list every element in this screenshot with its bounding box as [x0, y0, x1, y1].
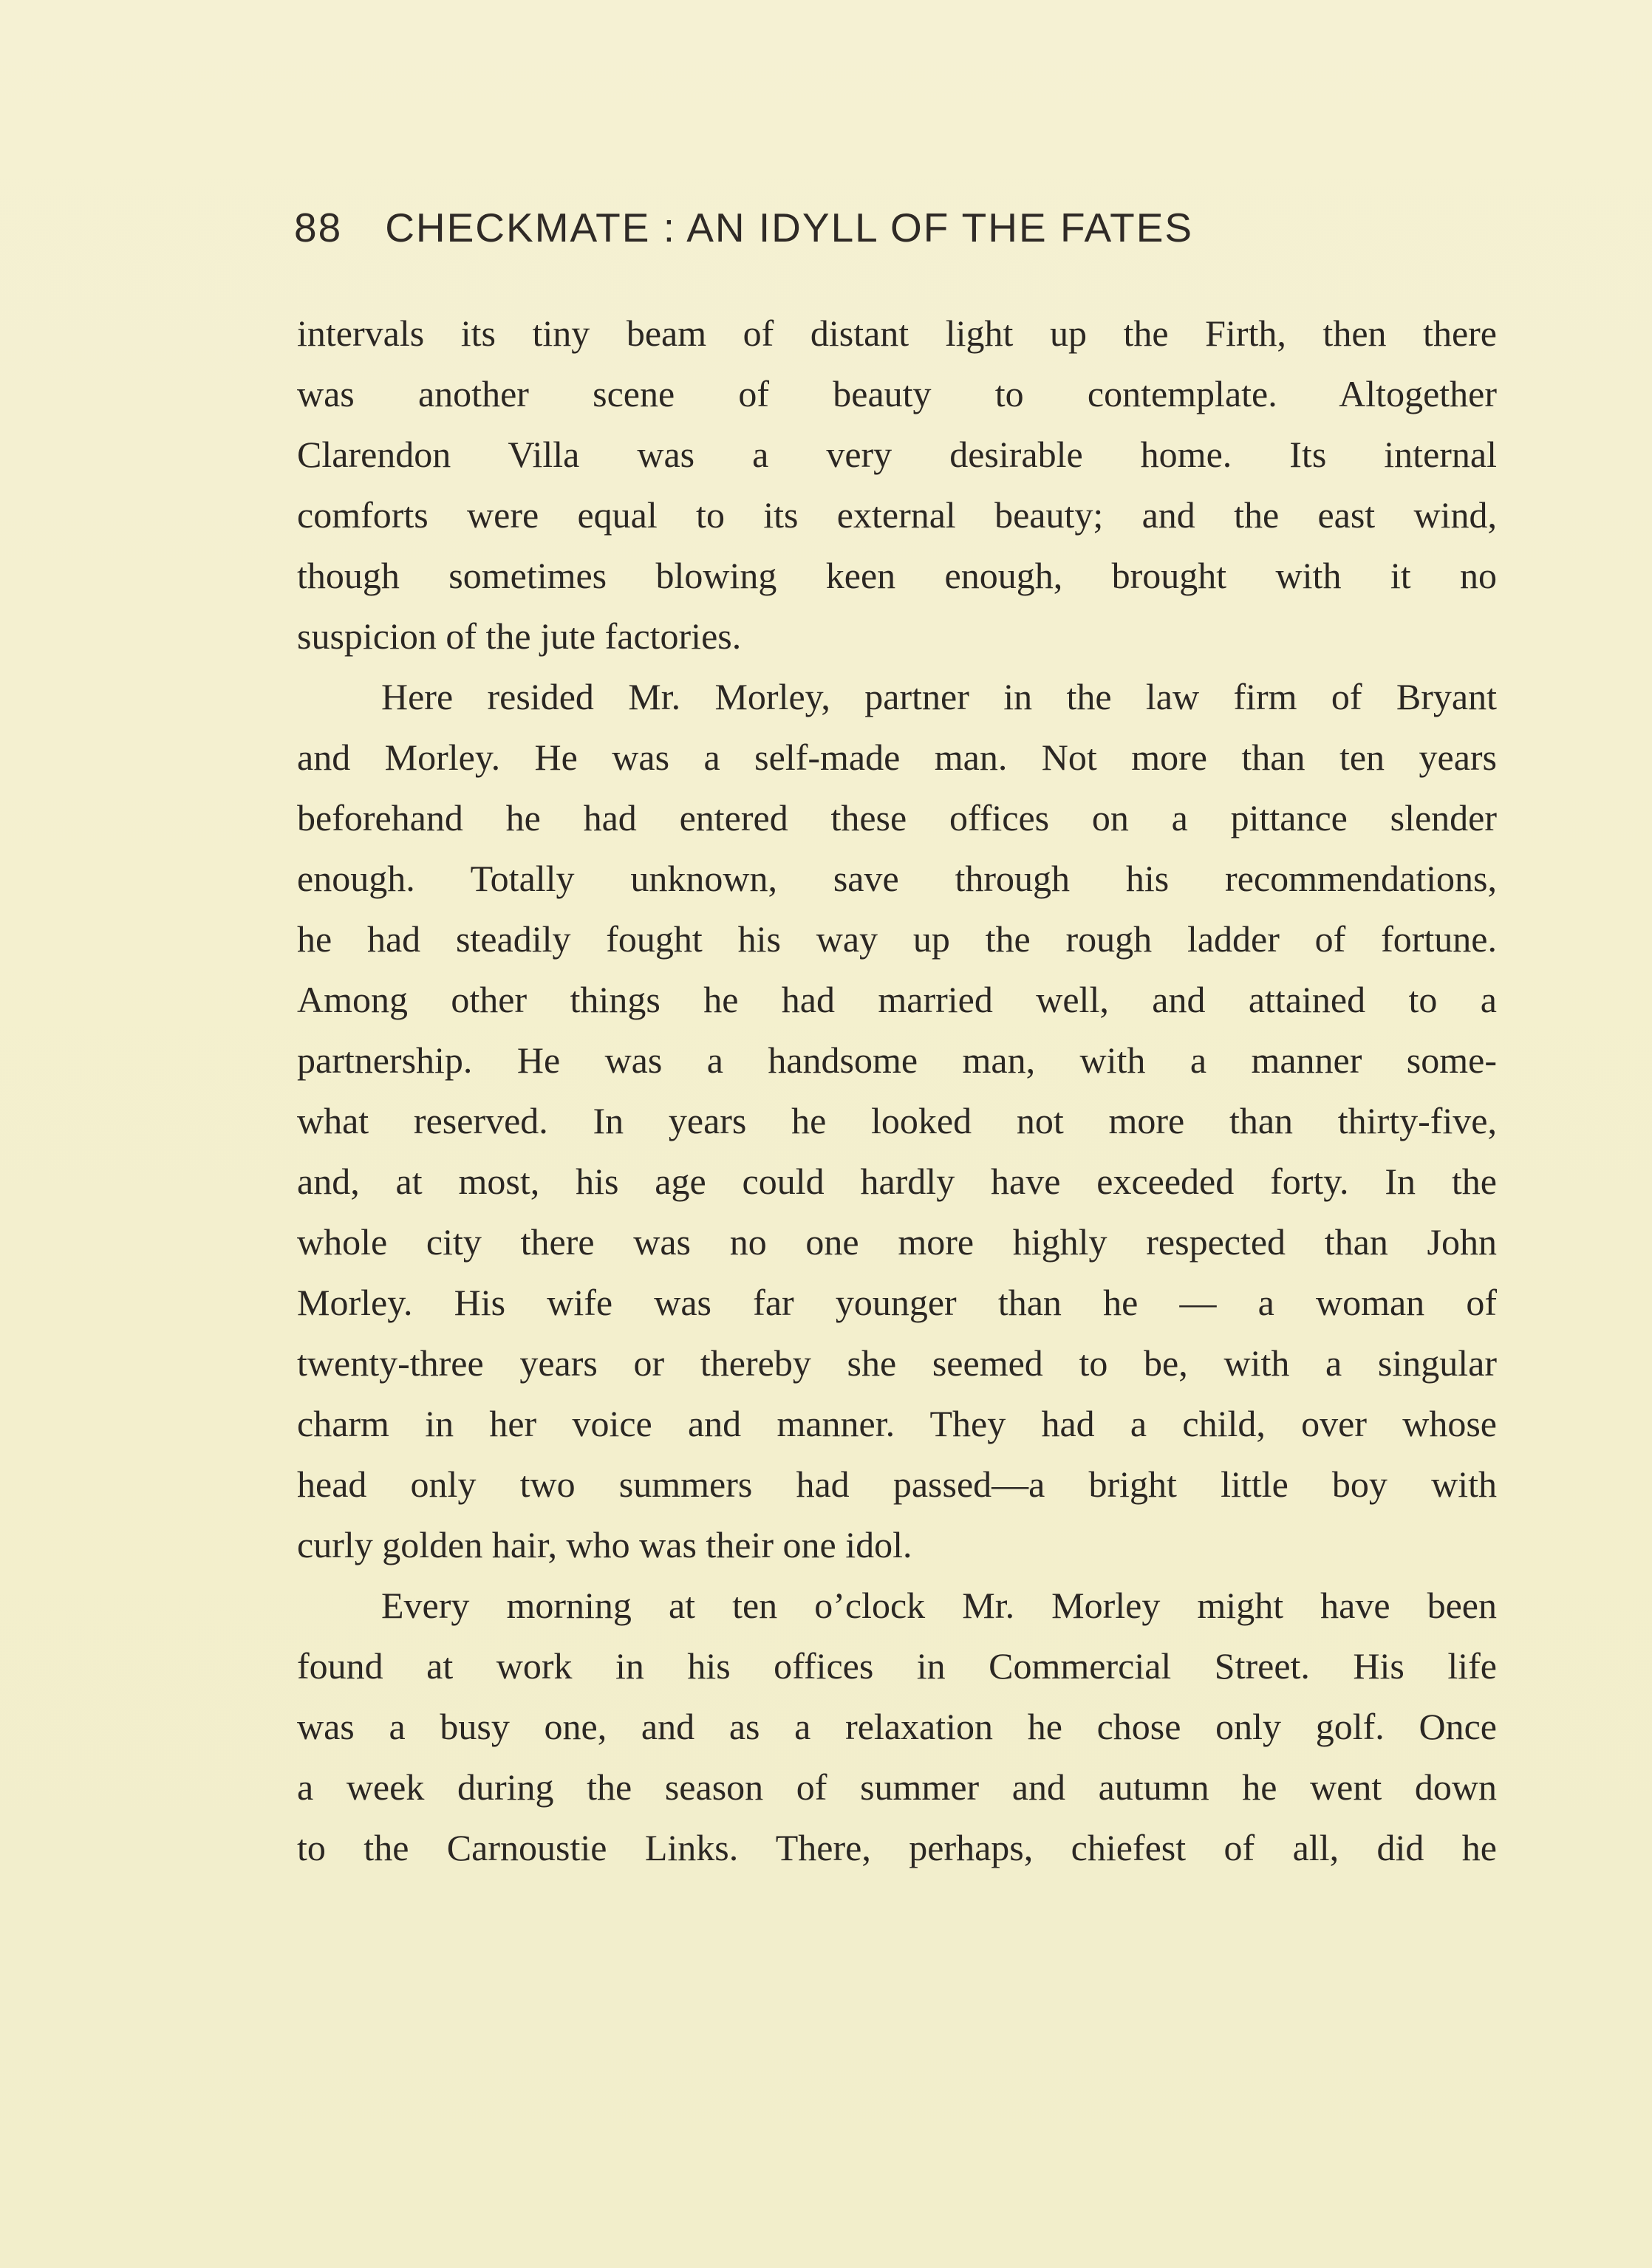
page-number: 88: [294, 205, 343, 250]
text-line: Morley. His wife was far younger than he — a woman of: [297, 1282, 1497, 1323]
text-line: was another scene of beauty to contemplate. Altogether: [297, 373, 1497, 414]
text-line: head only two summers had passed—a bright little boy with: [297, 1463, 1497, 1505]
text-line: though sometimes blowing keen enough, brought with it no: [297, 555, 1497, 596]
text-line: what reserved. In years he looked not more than thirty-five,: [297, 1100, 1497, 1141]
text-line: and, at most, his age could hardly have exceeded forty. In the: [297, 1161, 1497, 1202]
paragraph: [297, 666, 1497, 1575]
paragraph: [297, 303, 1497, 666]
paragraph: [297, 1575, 1497, 1878]
text-line: Clarendon Villa was a very desirable home. Its internal: [297, 434, 1497, 475]
text-line: to the Carnoustie Links. There, perhaps, chiefest of all, did he: [297, 1827, 1497, 1868]
text-line: partnership. He was a handsome man, with a manner some-: [297, 1039, 1497, 1081]
text-line: intervals its tiny beam of distant light up the Firth, then there: [297, 312, 1497, 354]
body-text: [297, 303, 1497, 1878]
text-line: found at work in his offices in Commercial Street. His life: [297, 1645, 1497, 1687]
running-title: CHECKMATE : AN IDYLL OF THE FATES: [385, 205, 1194, 250]
text-line: twenty-three years or thereby she seemed to be, with a singular: [297, 1342, 1497, 1384]
running-head: [294, 204, 1380, 263]
text-line: Every morning at ten o’clock Mr. Morley might have been: [381, 1585, 1497, 1626]
text-line: Among other things he had married well, and attained to a: [297, 979, 1497, 1020]
text-line: he had steadily fought his way up the rough ladder of fortune.: [297, 918, 1497, 960]
text-line: suspicion of the jute factories.: [297, 615, 742, 657]
text-line: enough. Totally unknown, save through his recommendations,: [297, 858, 1497, 899]
text-line: beforehand he had entered these offices on a pittance slender: [297, 797, 1497, 838]
text-line: charm in her voice and manner. They had a child, over whose: [297, 1403, 1497, 1444]
text-line: was a busy one, and as a relaxation he chose only golf. Once: [297, 1706, 1497, 1747]
text-line: curly golden hair, who was their one idol.: [297, 1524, 912, 1565]
text-line: a week during the season of summer and autumn he went down: [297, 1766, 1497, 1808]
text-line: comforts were equal to its external beauty; and the east wind,: [297, 494, 1497, 536]
text-line: Here resided Mr. Morley, partner in the law firm of Bryant: [381, 676, 1497, 717]
text-line: and Morley. He was a self-made man. Not more than ten years: [297, 737, 1497, 778]
text-line: whole city there was no one more highly respected than John: [297, 1221, 1497, 1263]
